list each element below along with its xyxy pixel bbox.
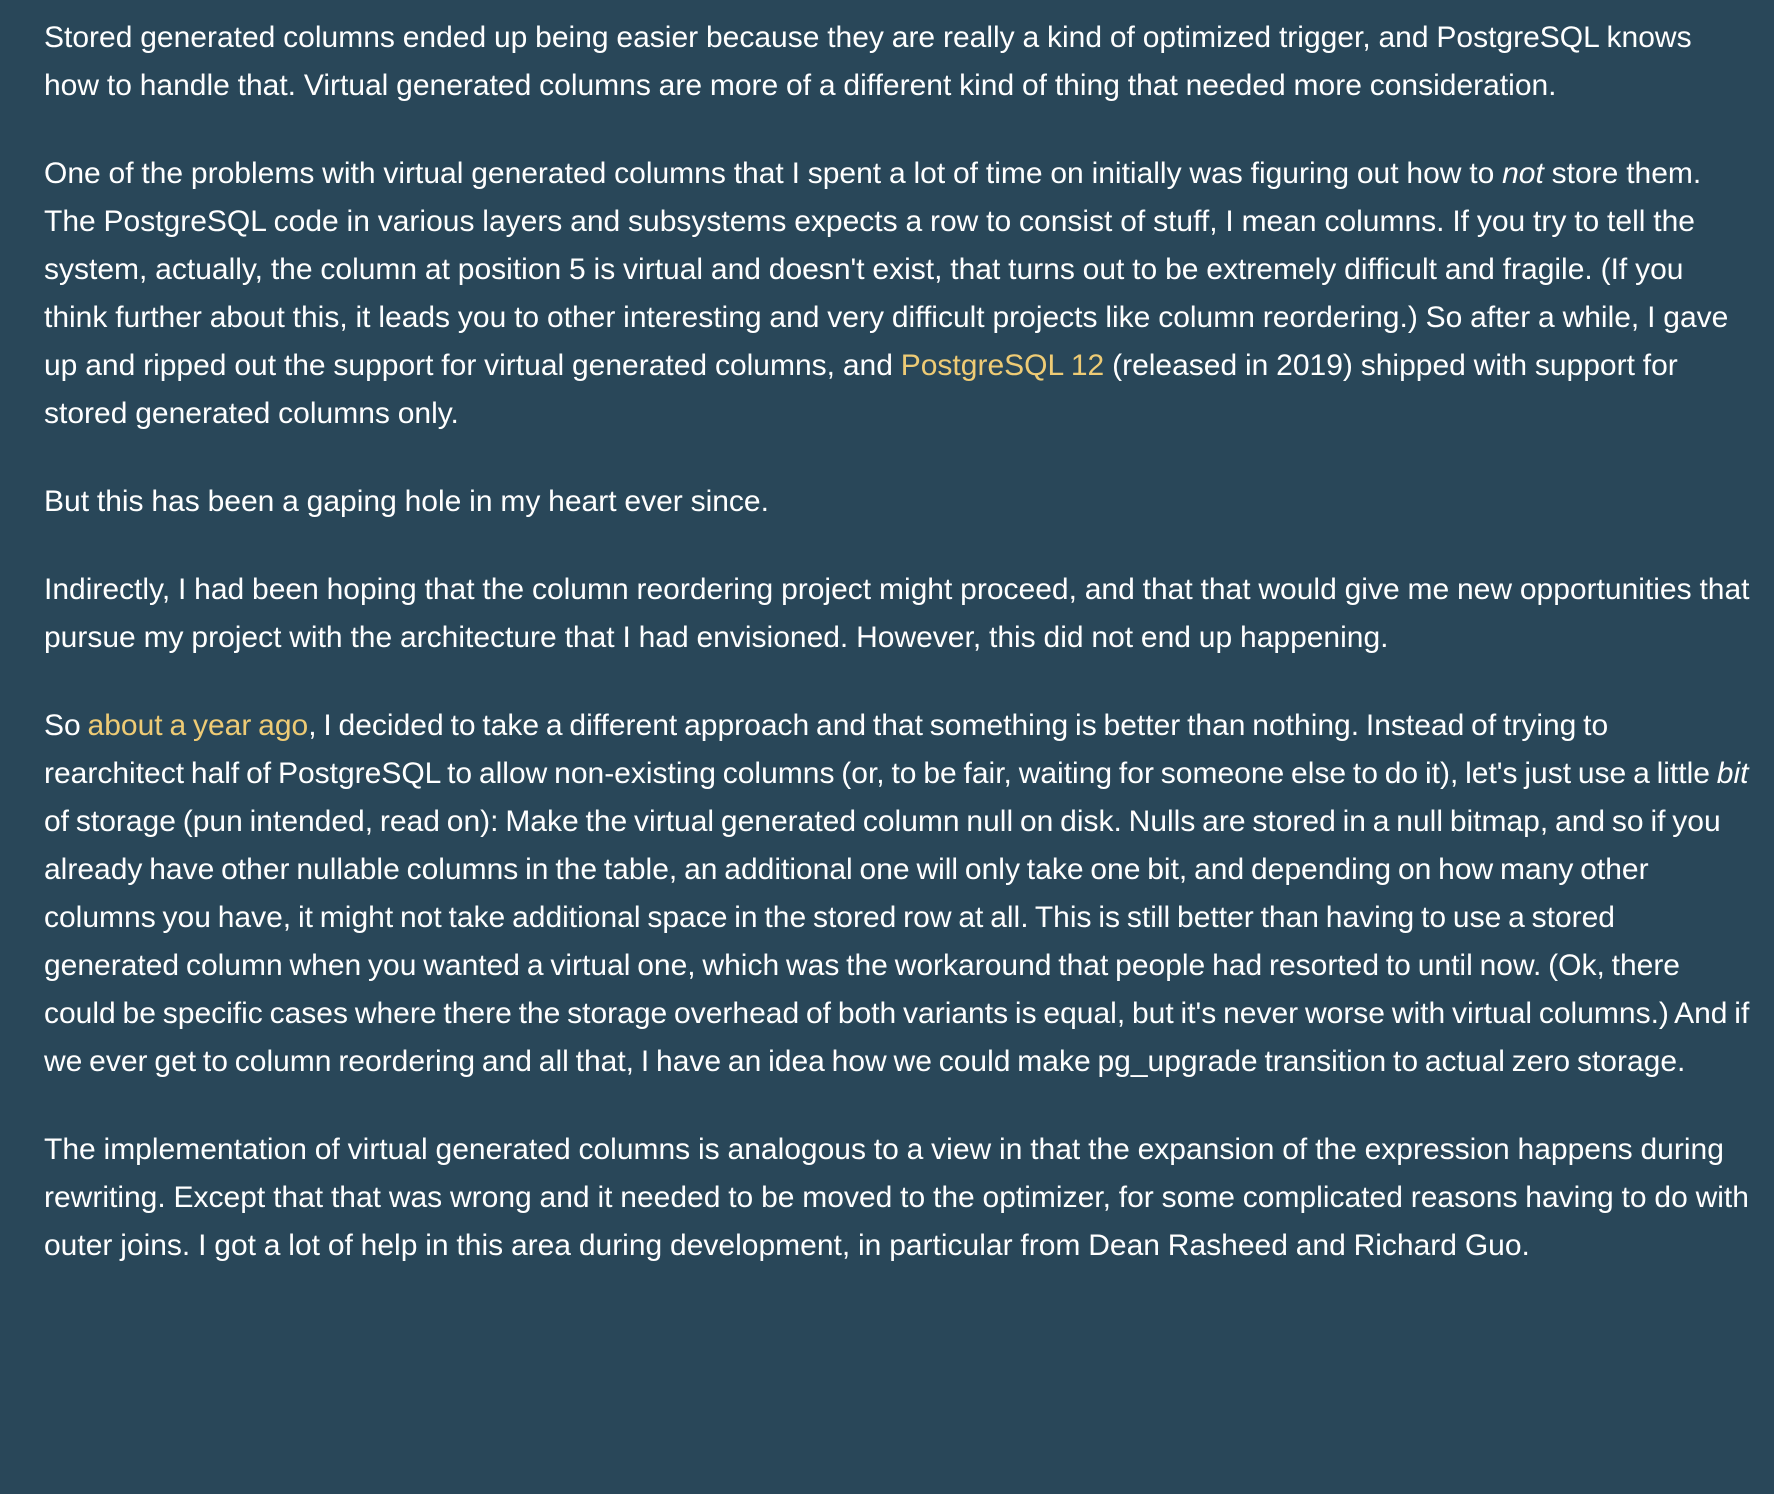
about-a-year-ago-link[interactable]: about a year ago bbox=[87, 709, 309, 742]
paragraph-implementation: The implementation of virtual generated columns is analogous to a view in that the expansion of the expression happens during rewriting. Except that that was wrong and it needed to be moved to the optimizer, for some complicated reasons having to do with outer joins. I got a lot of help in this area during development, in particular from Dean Rasheed and Richard Guo. bbox=[44, 1133, 1749, 1262]
postgresql-12-link[interactable]: PostgreSQL 12 bbox=[900, 349, 1105, 382]
paragraph-text: So bbox=[44, 709, 88, 742]
paragraph-text: , I decided to take a different approach and that something is better than nothing. Instead of trying to rearchitect half of PostgreSQL to allow non-existing columns (or, to be fair, waiting for someone else to do it), let's just use a little bbox=[44, 709, 1717, 790]
paragraph-text: (released in 2019) shipped with support for stored generated columns only. bbox=[44, 349, 1678, 430]
paragraph-column-reordering: Indirectly, I had been hoping that the column reordering project might proceed, and that that would give me new opportunities that pursue my project with the architecture that I had envisioned. However, this did not end up happening. bbox=[44, 573, 1750, 654]
paragraph-text: One of the problems with virtual generated columns that I spent a lot of time on initially was figuring out how to bbox=[44, 157, 1503, 190]
paragraph-new-approach bbox=[44, 702, 1754, 1086]
paragraph-text: store them. The PostgreSQL code in various layers and subsystems expects a row to consist of stuff, I mean columns. If you try to tell the system, actually, the column at position 5 is virtual and doesn't exist, that turns out to be extremely difficult and fragile. (If you think further about this, it leads you to other interesting and very difficult projects like column reordering.) So after a while, I gave up and ripped out the support for virtual generated columns, and bbox=[44, 157, 1729, 382]
paragraph-gaping-hole: But this has been a gaping hole in my heart ever since. bbox=[44, 485, 769, 518]
paragraph-stored-vs-virtual: Stored generated columns ended up being easier because they are really a kind of optimized trigger, and PostgreSQL knows how to handle that. Virtual generated columns are more of a different kind of thing that needed more consideration. bbox=[44, 21, 1692, 102]
paragraph-storage-problem bbox=[44, 150, 1754, 438]
paragraph-text: of storage (pun intended, read on): Make the virtual generated column null on disk. Nulls are stored in a null bitmap, and so if you already have other nullable columns in the table, an additional one will only take one bit, and depending on how many other columns you have, it might not take additional space in the stored row at all. This is still better than having to use a stored generated column when you wanted a virtual one, which was the workaround that people had resorted to until now. (Ok, there could be specific cases where there the storage overhead of both variants is equal, but it's never worse with virtual columns.) And if we ever get to column reordering and all that, I have an idea how we could make pg_upgrade transition to actual zero storage. bbox=[44, 805, 1750, 1078]
emphasis-not: not bbox=[1502, 157, 1544, 190]
emphasis-bit: bit bbox=[1716, 757, 1749, 790]
